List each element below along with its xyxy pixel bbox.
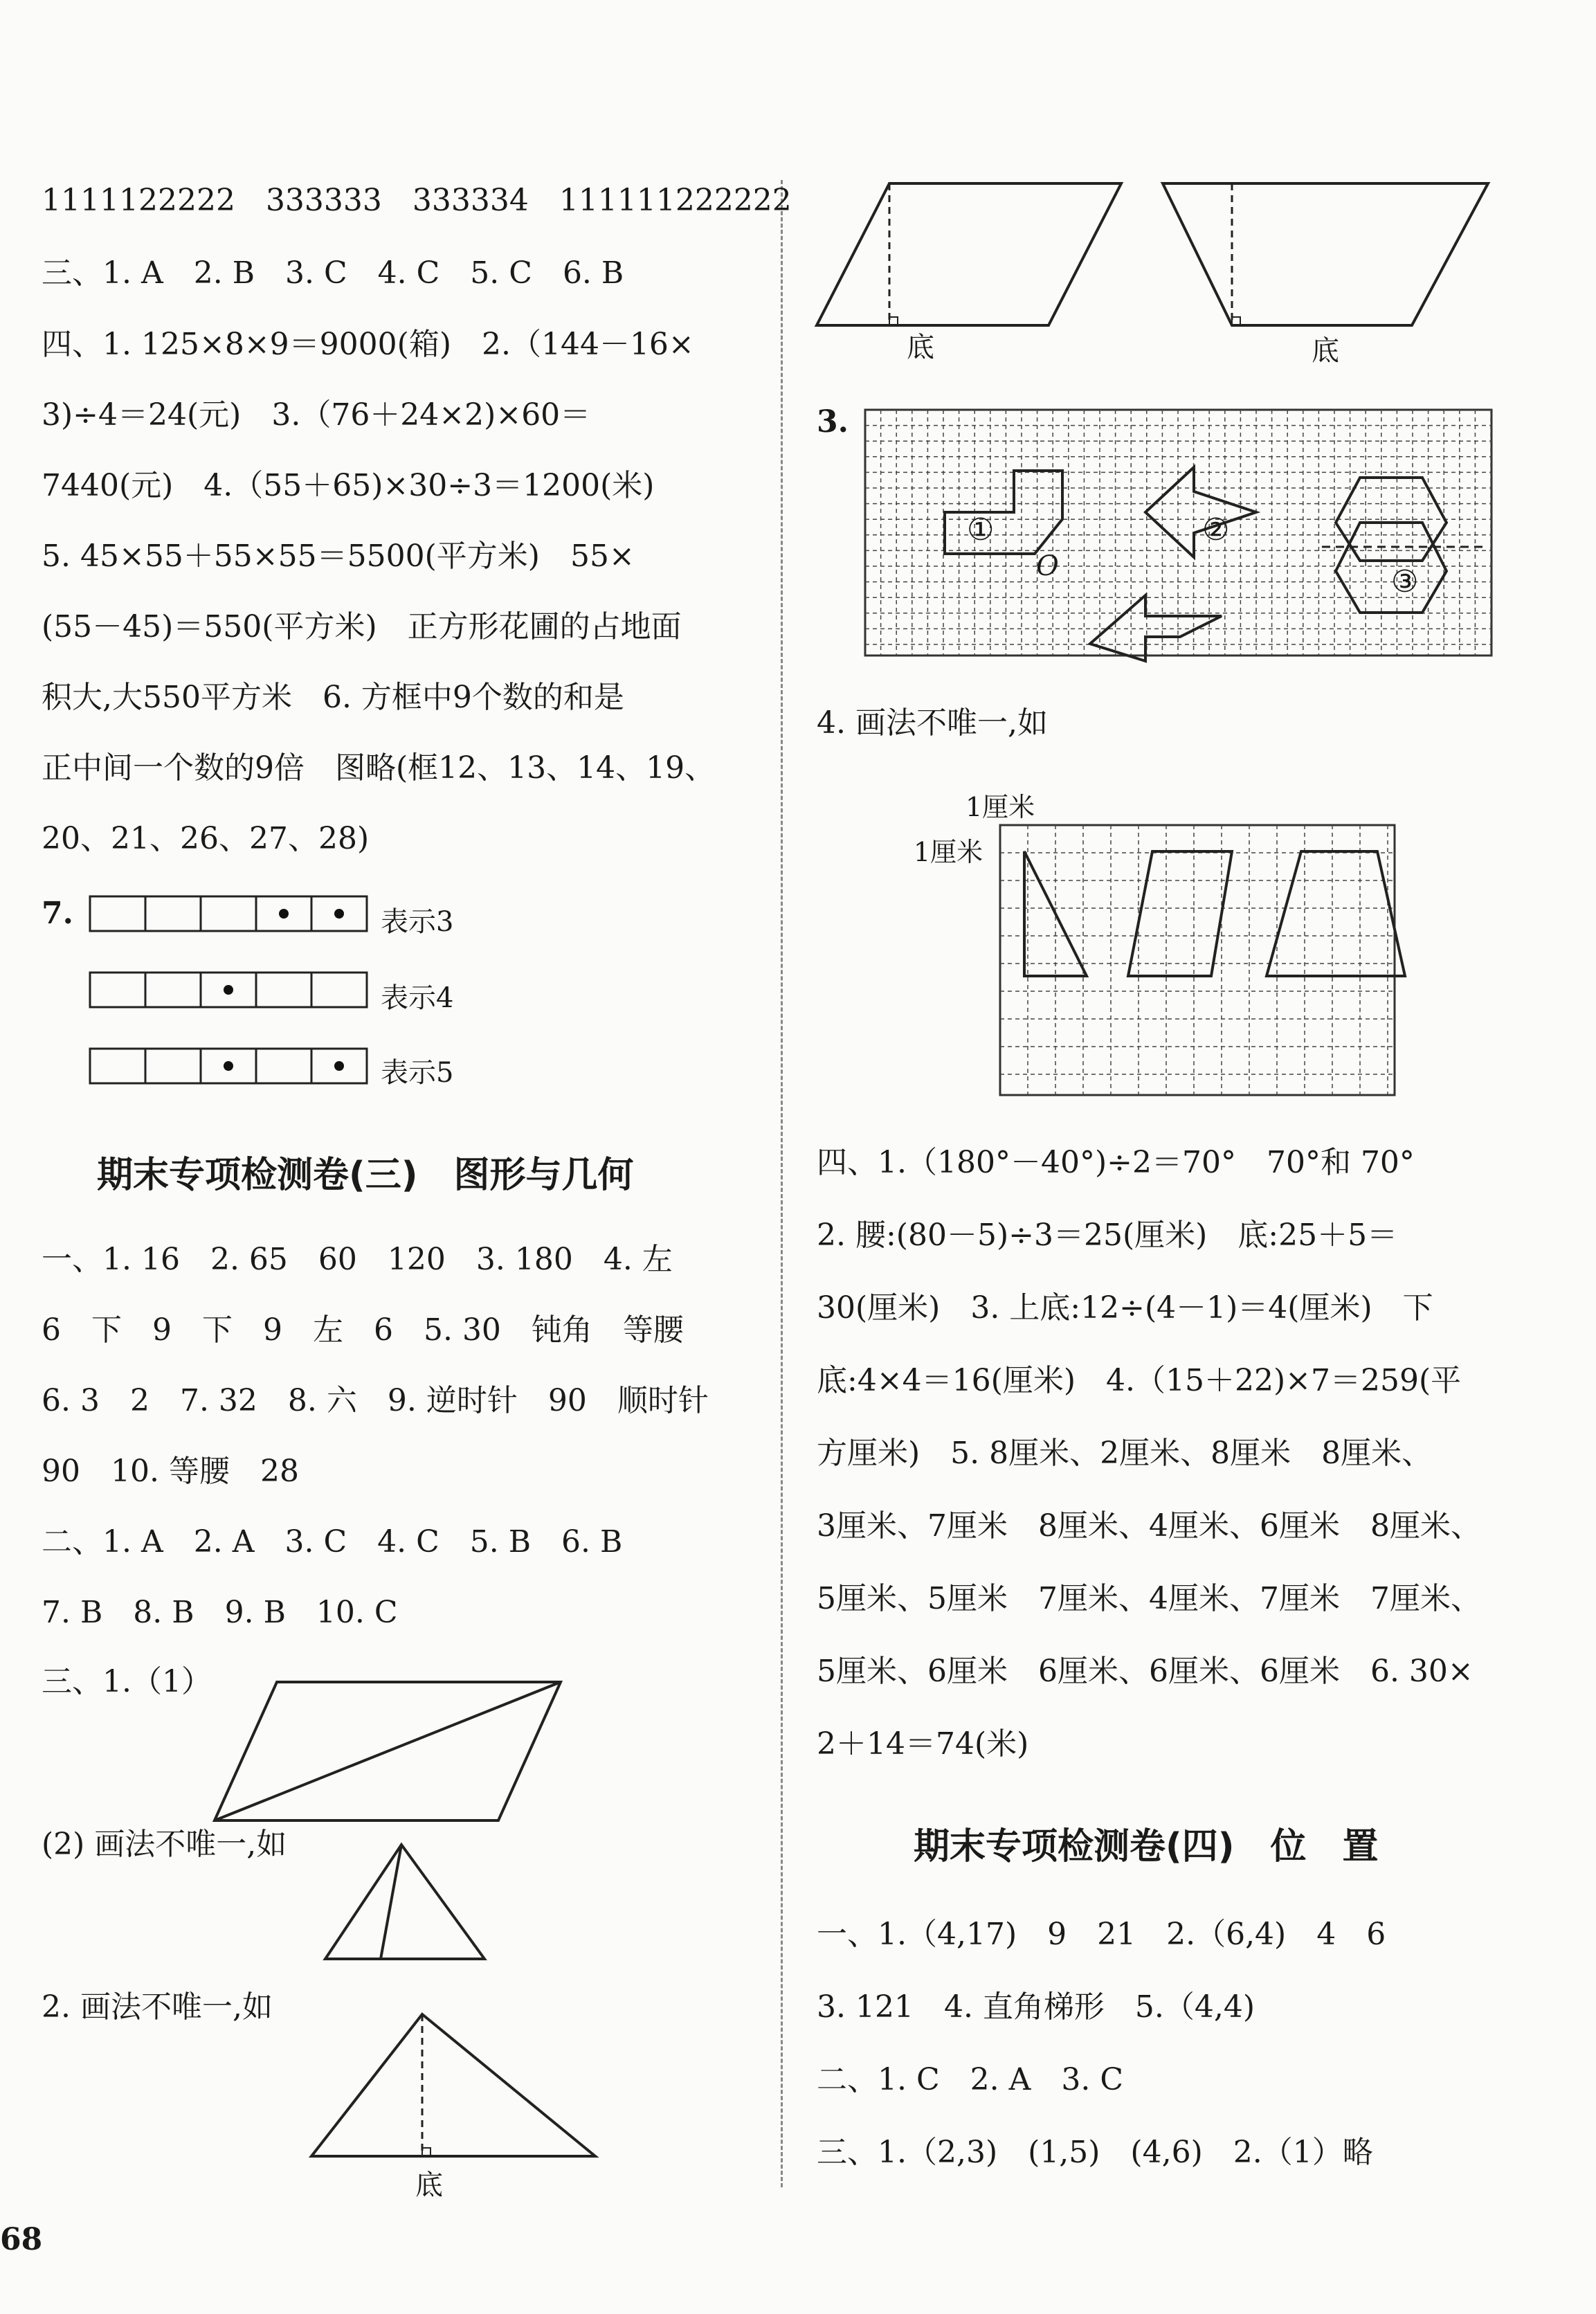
answer-line: (55－45)＝550(平方米) 正方形花圃的占地面 <box>42 609 682 644</box>
q3-point-o: O <box>1036 550 1059 582</box>
base-label: 底 <box>415 2169 443 2201</box>
answer-line: 3厘米、7厘米 8厘米、4厘米、6厘米 8厘米、 <box>817 1508 1481 1544</box>
answer-line: 7. B 8. B 9. B 10. C <box>42 1595 398 1630</box>
q3-grid-figure <box>862 408 1498 658</box>
answer-line: 5. 45×55＋55×55＝5500(平方米) 55× <box>42 539 635 574</box>
answer-line: 7440(元) 4.（55＋65)×30÷3＝1200(米) <box>42 468 655 503</box>
q7-cell <box>90 1049 145 1083</box>
answer-line: 2. 腰:(80－5)÷3＝25(厘米) 底:25＋5＝ <box>817 1218 1398 1253</box>
q7-dot <box>224 1061 233 1071</box>
unit-label: 1厘米 <box>914 837 983 867</box>
q7-row-label: 表示3 <box>381 906 454 938</box>
answer-line: 三、1.（2,3) (1,5) (4,6) 2.（1）略 <box>817 2135 1373 2170</box>
answer-line: 2＋14＝74(米) <box>817 1726 1029 1762</box>
answer-line: 3)÷4＝24(元) 3.（76＋24×2)×60＝ <box>42 397 591 433</box>
section-heading: 期末专项检测卷(三) 图形与几何 <box>97 1155 634 1196</box>
answer-line: 正中间一个数的9倍 图略(框12、13、14、19、 <box>42 750 716 786</box>
answer-line: 二、1. C 2. A 3. C <box>817 2062 1124 2097</box>
answer-line: 4. 画法不唯一,如 <box>817 705 1048 741</box>
base-label: 底 <box>907 332 934 363</box>
q7-box-figure <box>90 896 388 1097</box>
q7-dot <box>279 909 289 919</box>
answer-line: 方厘米) 5. 8厘米、2厘米、8厘米 8厘米、 <box>817 1436 1433 1471</box>
q3-shape-number: ③ <box>1391 564 1419 599</box>
base-label: 底 <box>1312 335 1339 367</box>
q3-shape-number: ② <box>1202 512 1230 548</box>
q3-shape-number: ① <box>967 512 995 548</box>
q7-cell <box>145 896 201 931</box>
triangle-height-figure <box>311 2011 602 2167</box>
answer-line: 3. 121 4. 直角梯形 5.（4,4) <box>817 1989 1255 2025</box>
q7-dot <box>334 1061 344 1071</box>
answer-line: 30(厘米) 3. 上底:12÷(4－1)＝4(厘米) 下 <box>817 1290 1433 1326</box>
answer-line: 四、1.（180°－40°)÷2＝70° 70°和 70° <box>817 1145 1415 1180</box>
q7-cell <box>256 1049 311 1083</box>
q7-cell <box>90 896 145 931</box>
answer-line: 1111122222 333333 333334 111111222222 <box>42 183 792 218</box>
answer-line: 5厘米、6厘米 6厘米、6厘米、6厘米 6. 30× <box>817 1654 1473 1689</box>
answer-line: 一、1.（4,17) 9 21 2.（6,4) 4 6 <box>817 1917 1386 1952</box>
unit-label: 1厘米 <box>965 792 1035 822</box>
q7-cell <box>311 973 367 1007</box>
q7-dot <box>334 909 344 919</box>
parallelogram-height-figures <box>817 180 1509 339</box>
q7-cell <box>256 973 311 1007</box>
answer-line: 90 10. 等腰 28 <box>42 1454 299 1489</box>
answer-line: 三、1.（1） <box>42 1664 212 1699</box>
q7-row-label: 表示4 <box>381 982 454 1014</box>
q7-cell <box>201 896 256 931</box>
column-divider <box>781 180 784 2187</box>
parallelogram-figure <box>215 1675 574 1834</box>
answer-line: 2. 画法不唯一,如 <box>42 1989 273 2025</box>
q7-cell <box>90 973 145 1007</box>
section-heading: 期末专项检测卷(四) 位 置 <box>914 1826 1379 1868</box>
q7-dot <box>224 985 233 995</box>
answer-line: 5厘米、5厘米 7厘米、4厘米、7厘米 7厘米、 <box>817 1581 1481 1616</box>
answer-line: 四、1. 125×8×9＝9000(箱) 2.（144－16× <box>42 327 694 362</box>
answer-line: 二、1. A 2. A 3. C 4. C 5. B 6. B <box>42 1524 623 1560</box>
answer-line: 一、1. 16 2. 65 60 120 3. 180 4. 左 <box>42 1242 673 1277</box>
page-number: 68 <box>0 2222 43 2257</box>
q4-grid-figure <box>997 824 1412 1101</box>
answer-line: 20、21、26、27、28) <box>42 821 370 856</box>
answer-line: 底:4×4＝16(厘米) 4.（15＋22)×7＝259(平 <box>817 1363 1462 1398</box>
q7-row-label: 表示5 <box>381 1057 454 1089</box>
answer-line: (2) 画法不唯一,如 <box>42 1827 287 1862</box>
q7-cell <box>145 1049 201 1083</box>
answer-line: 积大,大550平方米 6. 方框中9个数的和是 <box>42 680 624 715</box>
q7-label: 7. <box>42 896 73 931</box>
q3-label: 3. <box>817 404 849 440</box>
answer-line: 6. 3 2 7. 32 8. 六 9. 逆时针 90 顺时针 <box>42 1383 709 1418</box>
q7-cell <box>145 973 201 1007</box>
answer-line: 三、1. A 2. B 3. C 4. C 5. C 6. B <box>42 255 624 291</box>
answer-line: 6 下 9 下 9 左 6 5. 30 钝角 等腰 <box>42 1312 684 1348</box>
triangle-figure <box>325 1841 498 1966</box>
